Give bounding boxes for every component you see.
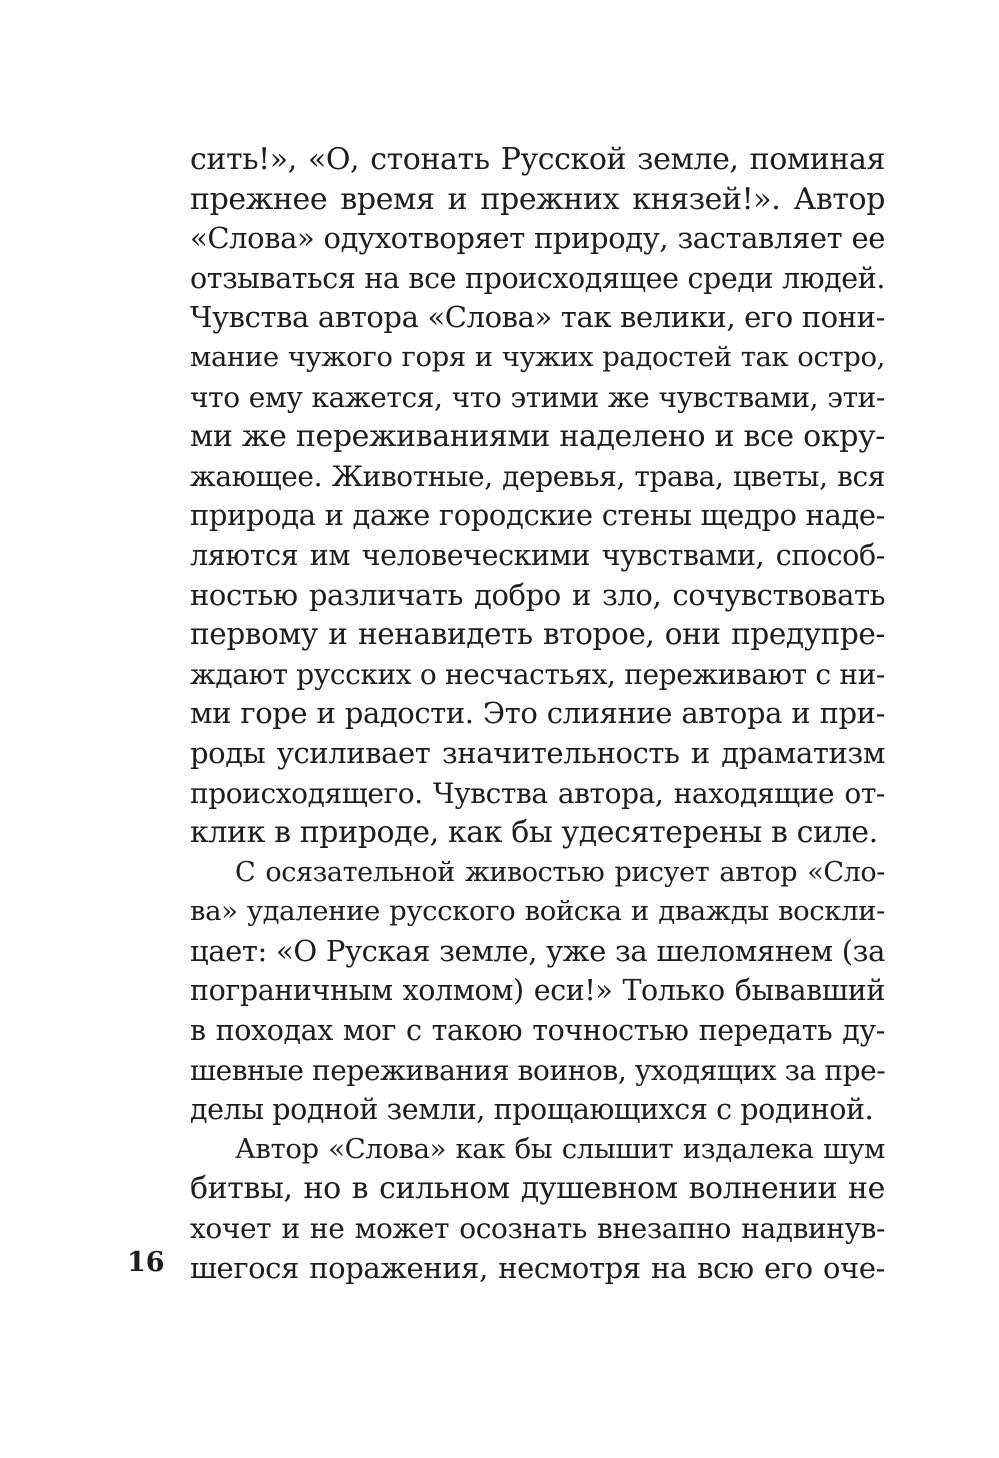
text-line: жающее. Животные, деревья, трава, цветы, вся [190,459,885,493]
text-line: хочет и не может осознать внезапно надвинув- [190,1212,885,1246]
text-line: Чувства автора «Слова» так велики, его пони- [190,300,885,335]
text-line: ми же переживаниями наделено и все окру- [190,419,885,455]
text-line: шевные переживания воинов, уходящих за пре- [190,1053,886,1087]
text-line: роды усиливает значительность и драматизм [190,735,885,770]
text-line: природа и даже городские стены щедро наде- [190,498,885,533]
text-line: ми горе и радости. Это слияние автора и при- [190,696,885,731]
page-number: 16 [127,1247,165,1278]
text-line: отзываться на все происходящее среди людей. [190,261,885,295]
text-line: цает: «О Руская земле, уже за шеломянем (за [190,933,885,968]
text-line: ва» удаление русского войска и дважды воскли- [190,895,885,928]
text-line: происходящего. Чувства автора, находящие от- [190,776,885,810]
text-line: «Слова» одухотворяет природу, заставляет ее [190,221,885,256]
text-line: прежнее время и прежних князей!». Автор [190,181,885,217]
paragraph-end-line: делы родной земли, прощающихся с родиной. [190,1093,874,1127]
text-line: ностью различать добро и зло, сочувствовать [190,577,885,612]
body-text [190,140,885,1288]
text-line: пограничным холмом) еси!» Только бывавший [190,974,885,1008]
paragraph-start-line: С осязательной живостью рисует автор «Сло- [235,856,885,888]
paragraph-end-line: клик в природе, как бы удесятерены в силе. [190,815,878,851]
text-line: в походах мог с такою точностью передать ду- [190,1014,885,1048]
text-line: шегося поражения, несмотря на всю его оче- [190,1250,885,1285]
paragraph-start-line: Автор «Слова» как бы слышит издалека шум [235,1132,885,1165]
text-line: ждают русских о несчастьях, переживают с ни- [190,657,885,691]
text-line: битвы, но в сильном душевном волнении не [190,1171,885,1207]
text-line: первому и ненавидеть второе, они предупре- [190,617,885,652]
text-line: мание чужого горя и чужих радостей так остро, [190,340,885,373]
text-line: что ему кажется, что этими же чувствами, эти- [190,380,885,414]
text-line: сить!», «О, стонать Русской земле, поминая [190,142,885,177]
text-line: ляются им человеческими чувствами, способ- [190,538,885,572]
